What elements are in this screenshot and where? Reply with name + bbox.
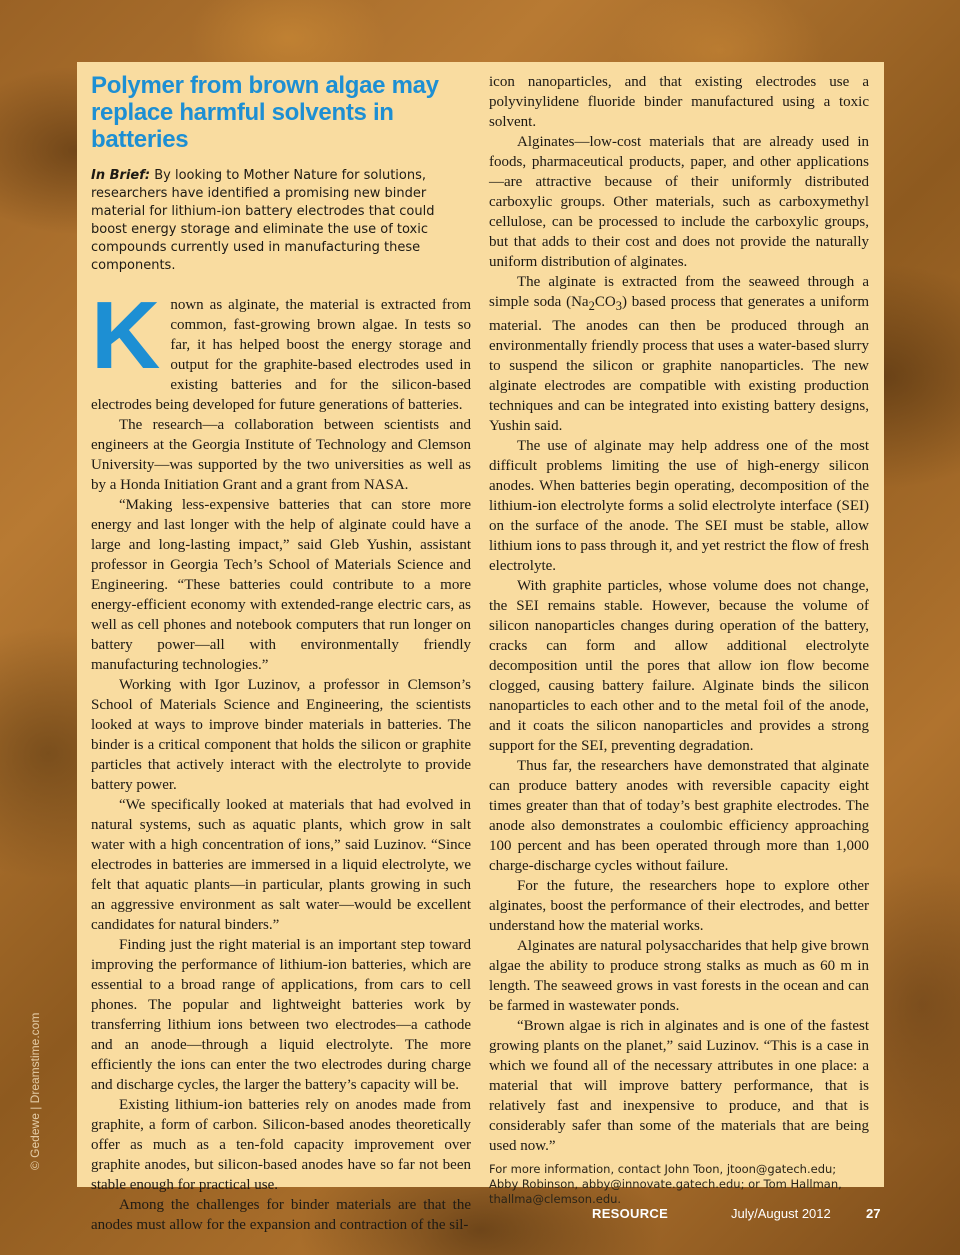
contact-email-link[interactable]: abby@innovate.gatech.edu	[581, 1177, 741, 1191]
paragraph: “Making less-expensive batteries that can store more energy and last longer with the help of alginate could have a large and long-lasting impact,” said Gleb Yushin, assistant professor in Georgia Tech’s School of Materials Science and Engineering. “These batteries could contribute to a more energy-efficient economy with extended-range electric cars, as well as cell phones and notebook computers that run longer on battery power—all with environmentally friendly manufacturing technologies.”	[91, 497, 471, 673]
subscript: 2	[588, 299, 595, 313]
paragraph: Among the challenges for binder materials are that the anodes must allow for the expansion and contraction of the sil-	[91, 1197, 471, 1233]
contact-intro: For more information, contact	[489, 1162, 665, 1176]
contact-email-link[interactable]: jtoon@gatech.edu	[726, 1162, 833, 1176]
paragraph: The use of alginate may help address one of the most difficult problems limiting the use of high-energy silicon anodes. When batteries begin operating, decomposition of the lithium-ion electrolyte forms a solid electrolyte interface (SEI) on the surface of the anode. The SEI must be stable, allow lithium ions to pass through it, and yet restrict the flow of fresh electrolyte.	[489, 438, 869, 574]
paragraph	[489, 272, 869, 436]
paragraph: “We specifically looked at materials that had evolved in natural systems, such as aquatic plants, which grow in salt water with a high concentration of ions,” said Luzinov. “Since electrodes in batteries are immersed in a liquid electrolyte, we felt that aquatic plants—in particular, plants growing in such an aggressive environment as salt water—would be excellent candidates for natural binders.”	[91, 797, 471, 933]
paragraph-text: ) based process that generates a uniform material. The anodes can then be produced through an environmentally friendly process that uses a water-based slurry to suspend the silicon or graphite nanoparticles. The new alginate electrodes are compatible with existing production techniques and can be integrated into existing battery designs, Yushin said.	[489, 294, 869, 434]
photo-credit: © Gedewe | Dreamstime.com	[28, 1012, 42, 1170]
right-column	[489, 72, 869, 1207]
paragraph: The research—a collaboration between scientists and engineers at the Georgia Institute of Technology and Clemson University—was supported by the two universities as well as by a Honda Initiation Grant and a grant from NASA.	[91, 417, 471, 493]
paragraph: For the future, the researchers hope to explore other alginates, boost the performance of their electrodes, and better understand how the material works.	[489, 878, 869, 934]
paragraph: Working with Igor Luzinov, a professor in Clemson’s School of Materials Science and Engineering, the scientists looked at ways to improve binder materials in batteries. The binder is a critical component that holds the silicon or graphite particles that actively interact with the electrolyte to provide battery power.	[91, 677, 471, 793]
paragraph: Existing lithium-ion batteries rely on anodes made from graphite, a form of carbon. Silicon-based anodes theoretically offer as much as a ten-fold capacity improvement over graphite anodes, but silicon-based anodes have so far not been stable enough for practical use.	[91, 1097, 471, 1193]
issue-date: July/August 2012	[731, 1206, 831, 1221]
magazine-name: RESOURCE	[592, 1206, 669, 1221]
paragraph	[91, 282, 471, 415]
paragraph: With graphite particles, whose volume does not change, the SEI remains stable. However, because the volume of silicon nanoparticles changes during operation of the battery, cracks can form and allow additional electrolyte decomposition until the pores that allow ion flow become clogged, causing battery failure. Alginate binds the silicon nanoparticles to each other and to the metal foil of the anode, and it coats the silicon nanoparticles and provides a strong support for the SEI, preventing degradation.	[489, 578, 869, 754]
contact-info: For more information, contact John Toon, jtoon@gatech.edu; Abby Robinson, abby@innovate.gatech.edu; or Tom Hallman, thallma@clemson.edu.	[489, 1162, 842, 1206]
contact-name: Abby Robinson	[489, 1177, 575, 1191]
contact-email-link[interactable]: thallma@clemson.edu	[489, 1192, 618, 1206]
paragraph-text: CO	[594, 294, 616, 310]
in-brief-summary	[91, 167, 471, 275]
paragraph: icon nanoparticles, and that existing electrodes use a polyvinylidene fluoride binder manufactured using a toxic solvent.	[489, 74, 869, 130]
page-number: 27	[866, 1206, 881, 1221]
paragraph: Alginates—low-cost materials that are already used in foods, pharmaceutical products, paper, and other applications—are attractive because of their uniformly distributed carboxylic groups. Other materials, such as carboxymethyl cellulose, can be processed to include the carboxylic groups, but that adds to their cost and does not provide the naturally uniform distribution of alginates.	[489, 134, 869, 270]
contact-name: Tom Hallman	[763, 1177, 839, 1191]
paragraph: “Brown algae is rich in alginates and is one of the fastest growing plants on the planet,” said Luzinov. “This is a case in which we found all of the necessary attributes in one place: a material that will improve battery performance, that is relatively fast and inexpensive to produce, and that is considerably safer than some of the materials that are being used now.”	[489, 1018, 869, 1154]
contact-name: John Toon	[664, 1162, 720, 1176]
in-brief-text: By looking to Mother Nature for solutions, researchers have identified a promising new binder material for lithium-ion battery electrodes that could boost energy storage and eliminate the use of toxic compounds currently used in manufacturing these components.	[91, 168, 435, 273]
paragraph-text: The alginate is extracted from the seaweed through a simple soda (Na	[489, 274, 869, 310]
paragraph: Finding just the right material is an important step toward improving the performance of lithium-ion batteries, which are essential to a broad range of applications, from cars to cell phones. The popular and lightweight batteries work by transferring lithium ions between two electrodes—a cathode and an anode—through a liquid electrolyte. The more efficiently the ions can enter the two electrodes during charge and discharge cycles, the larger the battery’s capacity will be.	[91, 937, 471, 1093]
in-brief-label: In Brief:	[91, 168, 151, 183]
subscript: 3	[615, 299, 622, 313]
paragraph: Thus far, the researchers have demonstrated that alginate can produce battery anodes with reversible capacity eight times greater than that of today’s best graphite electrodes. The anode also demonstrates a coulombic efficiency approaching 100 percent and has been operated through more than 1,000 charge-discharge cycles without failure.	[489, 758, 869, 874]
article-headline: Polymer from brown algae may replace harmful solvents in batteries	[91, 72, 439, 153]
drop-cap: K	[91, 282, 161, 389]
left-column	[91, 72, 471, 1235]
paragraph: Alginates are natural polysaccharides that help give brown algae the ability to produce strong stalks as much as 60 m in length. The seaweed grows in vast forests in the ocean and can be farmed in wastewater ponds.	[489, 938, 869, 1014]
paragraph-text: nown as alginate, the material is extracted from common, fast-growing brown algae. In tests so far, it has helped boost the energy storage and output for the graphite-based electrodes used in existing batteries and for the silicon-based electrodes being developed for future generations of batteries.	[91, 297, 471, 413]
